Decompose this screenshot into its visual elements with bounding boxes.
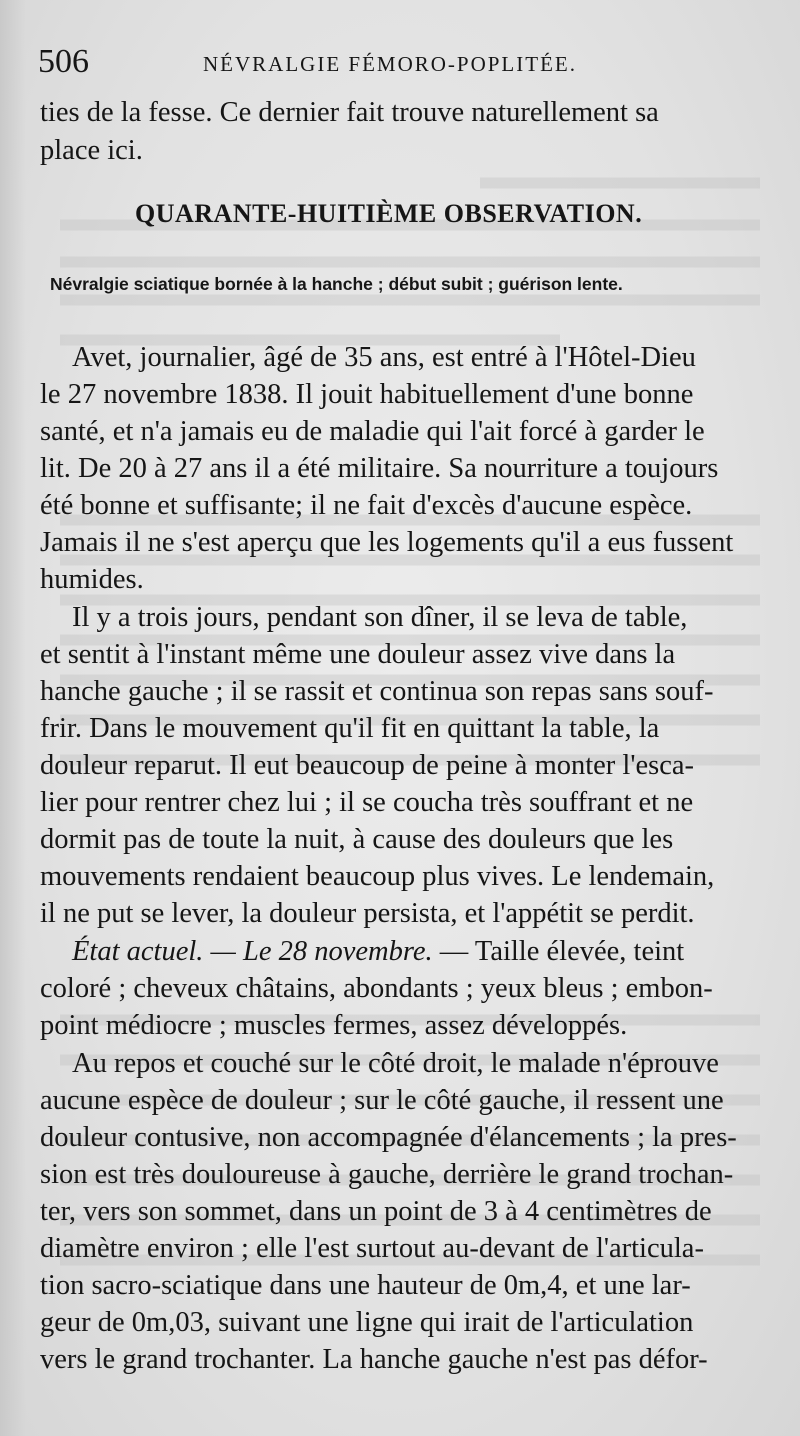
body-line: santé, et n'a jamais eu de maladie qui l'ait forcé à garder le	[40, 416, 705, 447]
body-line: douleur reparut. Il eut beaucoup de peine à monter l'esca-	[40, 750, 695, 781]
body-line: coloré ; cheveux châtains, abondants ; yeux bleus ; embon-	[40, 973, 713, 1004]
body-line: vers le grand trochanter. La hanche gauche n'est pas défor-	[40, 1344, 708, 1375]
body-line: douleur contusive, non accompagnée d'élancements ; la pres-	[40, 1122, 737, 1153]
page-number: 506	[38, 43, 89, 80]
observation-subheading: Névralgie sciatique bornée à la hanche ; début subit ; guérison lente.	[50, 274, 623, 294]
body-line: hanche gauche ; il se rassit et continua son repas sans souf-	[40, 676, 714, 707]
body-line: diamètre environ ; elle l'est surtout au-devant de l'articula-	[40, 1233, 704, 1264]
body-line: Au repos et couché sur le côté droit, le malade n'éprouve	[72, 1048, 719, 1079]
running-title: NÉVRALGIE FÉMORO-POPLITÉE.	[203, 52, 577, 76]
body-line: lier pour rentrer chez lui ; il se coucha très souffrant et ne	[40, 787, 694, 818]
body-line: il ne put se lever, la douleur persista, et l'appétit se perdit.	[40, 898, 695, 929]
running-head	[38, 44, 768, 84]
body-line: aucune espèce de douleur ; sur le côté gauche, il ressent une	[40, 1085, 724, 1116]
body-line: place ici.	[40, 135, 143, 166]
body-line: ter, vers son sommet, dans un point de 3 à 4 centimètres de	[40, 1196, 712, 1227]
body-line: été bonne et suffisante; il ne fait d'excès d'aucune espèce.	[40, 490, 693, 521]
body-line: tion sacro-sciatique dans une hauteur de 0m,4, et une lar-	[40, 1270, 691, 1301]
body-line: frir. Dans le mouvement qu'il fit en quittant la table, la	[40, 713, 660, 744]
body-line: dormit pas de toute la nuit, à cause des douleurs que les	[40, 824, 674, 855]
body-line	[72, 935, 684, 969]
body-line: sion est très douloureuse à gauche, derrière le grand trochan-	[40, 1159, 734, 1190]
body-line: et sentit à l'instant même une douleur assez vive dans la	[40, 639, 676, 670]
body-line: geur de 0m,03, suivant une ligne qui irait de l'articulation	[40, 1307, 694, 1338]
section-lead: État actuel. — Le 28 novembre.	[72, 936, 433, 967]
body-line: ties de la fesse. Ce dernier fait trouve naturellement sa	[40, 97, 659, 128]
body-line: Jamais il ne s'est aperçu que les logements qu'il a eus fussent	[40, 527, 734, 558]
body-line: le 27 novembre 1838. Il jouit habituellement d'une bonne	[40, 379, 694, 410]
page-shadow-edge	[0, 0, 26, 1436]
body-line: Il y a trois jours, pendant son dîner, il se leva de table,	[72, 602, 688, 633]
body-line: mouvements rendaient beaucoup plus vives. Le lendemain,	[40, 861, 715, 892]
body-line: point médiocre ; muscles fermes, assez développés.	[40, 1010, 628, 1041]
observation-heading: QUARANTE-HUITIÈME OBSERVATION.	[135, 199, 643, 228]
body-line: Avet, journalier, âgé de 35 ans, est entré à l'Hôtel-Dieu	[72, 342, 696, 373]
body-line: humides.	[40, 564, 144, 595]
body-line: lit. De 20 à 27 ans il a été militaire. Sa nourriture a toujours	[40, 453, 719, 484]
body-line-continuation: — Taille élevée, teint	[439, 936, 685, 967]
